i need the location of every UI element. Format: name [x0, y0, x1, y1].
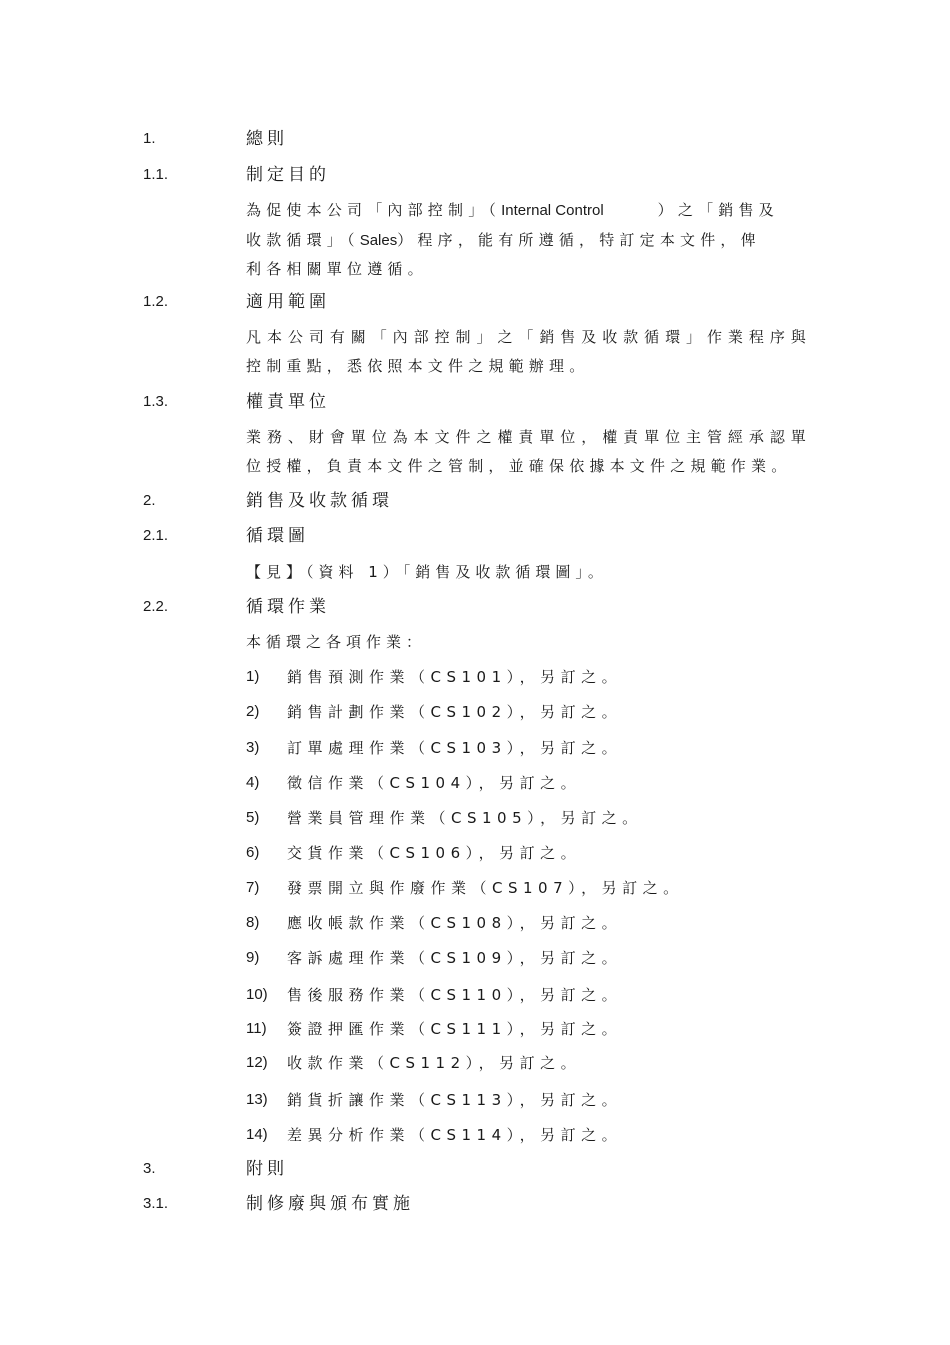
item-number: 1) — [246, 668, 260, 685]
item-text: 發票開立與作廢作業（CS107），另訂之。 — [287, 879, 684, 897]
text-run: 收款循環」（ — [246, 230, 360, 249]
item-text: 售後服務作業（CS110），另訂之。 — [287, 986, 623, 1004]
item-text: 徵信作業（CS104），另訂之。 — [287, 774, 582, 792]
subsection-title: 權責單位 — [246, 392, 330, 412]
item-number: 5) — [246, 809, 260, 826]
subsection-number: 2.2. — [143, 598, 169, 615]
item-text: 銷售預測作業（CS101），另訂之。 — [287, 668, 623, 686]
paragraph-line: 凡本公司有關「內部控制」之「銷售及收款循環」作業程序與 — [246, 328, 811, 346]
section-title: 附則 — [246, 1159, 288, 1179]
item-number: 8) — [246, 914, 260, 931]
item-text: 簽證押匯作業（CS111），另訂之。 — [287, 1020, 623, 1038]
item-text: 營業員管理作業（CS105），另訂之。 — [287, 809, 643, 827]
section-title: 銷售及收款循環 — [246, 491, 393, 511]
subsection-title: 循環圖 — [246, 526, 309, 546]
item-number: 10) — [246, 986, 268, 1003]
subsection-title: 制定目的 — [246, 165, 330, 185]
latin-term: Internal Control — [501, 202, 604, 219]
text-run: ）程序，能有所遵循，特訂定本文件，俾 — [397, 230, 761, 249]
item-text: 應收帳款作業（CS108），另訂之。 — [287, 914, 623, 932]
item-text: 差異分析作業（CS114），另訂之。 — [287, 1126, 623, 1144]
item-text: 交貨作業（CS106），另訂之。 — [287, 844, 582, 862]
section-number: 3. — [143, 1160, 156, 1177]
scope-paragraph — [246, 323, 811, 380]
item-number: 14) — [246, 1126, 268, 1143]
item-text: 銷貨折讓作業（CS113），另訂之。 — [287, 1091, 623, 1109]
section-number: 1. — [143, 130, 156, 147]
text-run: 為促使本公司「內部控制」（ — [246, 201, 502, 219]
item-text: 訂單處理作業（CS103），另訂之。 — [287, 739, 623, 757]
item-number: 9) — [246, 949, 260, 966]
paragraph-line: 業務、財會單位為本文件之權責單位，權責單位主管經承認單 — [246, 428, 811, 446]
purpose-paragraph — [246, 196, 811, 284]
item-number: 12) — [246, 1054, 268, 1071]
item-number: 3) — [246, 739, 260, 756]
item-text: 銷售計劃作業（CS102），另訂之。 — [287, 703, 623, 721]
subsection-number: 1.2. — [143, 293, 169, 310]
subsection-title: 循環作業 — [246, 597, 330, 617]
cycle-diagram-reference: 【見】（資料 1）「銷售及收款循環圖」。 — [246, 563, 608, 581]
section-number: 2. — [143, 492, 156, 509]
subsection-number: 2.1. — [143, 527, 169, 544]
latin-term: Sales — [359, 231, 398, 249]
subsection-title: 制修廢與頒布實施 — [246, 1194, 414, 1214]
item-text: 收款作業（CS112），另訂之。 — [287, 1054, 582, 1072]
paragraph-line: 位授權，負責本文件之管制，並確保依據本文件之規範作業。 — [246, 456, 792, 475]
subsection-title: 適用範圍 — [246, 292, 330, 312]
paragraph-line: 利各相關單位遵循。 — [246, 260, 428, 278]
section-title: 總則 — [246, 129, 288, 149]
item-number: 2) — [246, 703, 260, 720]
subsection-number: 1.1. — [143, 166, 169, 183]
item-text: 客訴處理作業（CS109），另訂之。 — [287, 949, 623, 967]
item-number: 6) — [246, 844, 260, 861]
item-number: 7) — [246, 879, 260, 896]
item-number: 4) — [246, 774, 260, 791]
item-number: 11) — [246, 1020, 267, 1037]
text-run: ）之「銷售及 — [657, 201, 779, 219]
paragraph-line — [246, 226, 811, 256]
subsection-number: 3.1. — [143, 1195, 169, 1212]
item-number: 13) — [246, 1091, 268, 1108]
paragraph-line: 控制重點，悉依照本文件之規範辦理。 — [246, 356, 590, 375]
paragraph-line — [246, 196, 811, 226]
operations-intro: 本循環之各項作業： — [246, 633, 427, 651]
responsibility-paragraph — [246, 423, 811, 480]
subsection-number: 1.3. — [143, 393, 169, 410]
